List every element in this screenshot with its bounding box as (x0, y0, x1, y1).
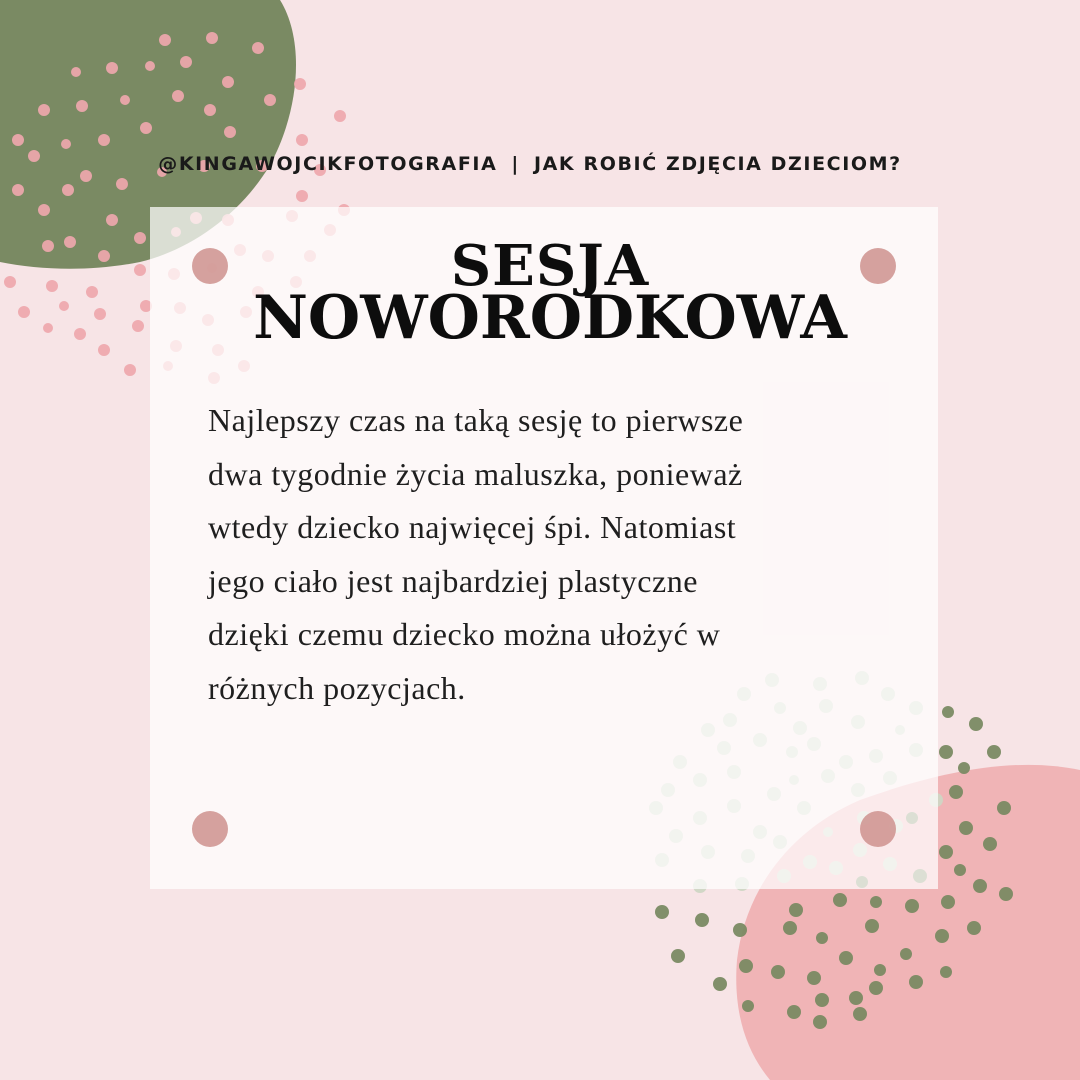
body-line: różnych pozycjach. (208, 669, 466, 706)
decorative-dot (71, 67, 81, 77)
decorative-dot (939, 745, 953, 759)
title-line-1: SESJA (450, 233, 650, 299)
decorative-dot (124, 364, 136, 376)
body-line: Najlepszy czas na taką sesję to pierwsze (208, 402, 744, 438)
decorative-dot (180, 56, 192, 68)
decorative-dot (145, 61, 155, 71)
decorative-dot (969, 717, 983, 731)
decorative-dot (771, 965, 785, 979)
body-line: dzięki czemu dziecko można ułożyć w (208, 616, 721, 652)
decorative-dot (807, 971, 821, 985)
decorative-dot (713, 977, 727, 991)
decorative-dot (959, 821, 973, 835)
decorative-dot (940, 966, 952, 978)
decorative-dot (973, 879, 987, 893)
decorative-dot (941, 895, 955, 909)
decorative-dot (204, 104, 216, 116)
decorative-dot (86, 286, 98, 298)
decorative-dot (783, 921, 797, 935)
decorative-dot (869, 981, 883, 995)
decorative-dot (905, 899, 919, 913)
decorative-dot (61, 139, 71, 149)
decorative-dot (334, 110, 346, 122)
decorative-dot (94, 308, 106, 320)
card-corner-dot-bottom-right (860, 811, 896, 847)
header-caption (0, 153, 1060, 175)
decorative-dot (64, 236, 76, 248)
decorative-dot (12, 134, 24, 146)
decorative-dot (949, 785, 963, 799)
decorative-dot (224, 126, 236, 138)
decorative-dot (787, 1005, 801, 1019)
decorative-dot (909, 975, 923, 989)
decorative-dot (865, 919, 879, 933)
decorative-dot (134, 232, 146, 244)
decorative-dot (132, 320, 144, 332)
decorative-dot (252, 42, 264, 54)
decorative-dot (264, 94, 276, 106)
decorative-dot (967, 921, 981, 935)
decorative-dot (76, 100, 88, 112)
decorative-dot (98, 344, 110, 356)
decorative-dot (106, 62, 118, 74)
decorative-dot (106, 214, 118, 226)
decorative-dot (742, 1000, 754, 1012)
decorative-dot (958, 762, 970, 774)
decorative-dot (206, 32, 218, 44)
header-separator: | (511, 153, 520, 175)
decorative-dot (874, 964, 886, 976)
decorative-dot (739, 959, 753, 973)
decorative-dot (655, 905, 669, 919)
decorative-dot (62, 184, 74, 196)
decorative-dot (939, 845, 953, 859)
decorative-dot (4, 276, 16, 288)
decorative-dot (294, 78, 306, 90)
decorative-dot (813, 1015, 827, 1029)
page-title (150, 233, 950, 353)
body-line: jego ciało jest najbardziej plastyczne (208, 562, 698, 599)
decorative-dot (172, 90, 184, 102)
decorative-dot (833, 893, 847, 907)
decorative-dot (816, 932, 828, 944)
decorative-dot (839, 951, 853, 965)
decorative-dot (98, 250, 110, 262)
decorative-dot (997, 801, 1011, 815)
decorative-dot (935, 929, 949, 943)
decorative-dot (38, 104, 50, 116)
decorative-dot (296, 190, 308, 202)
body-line: wtedy dziecko najwięcej śpi. Natomiast (208, 509, 737, 545)
decorative-dot (849, 991, 863, 1005)
decorative-dot (140, 122, 152, 134)
decorative-dot (954, 864, 966, 876)
instagram-handle: @KINGAWOJCIKFOTOGRAFIA (158, 153, 498, 175)
card-corner-dot-bottom-left (192, 811, 228, 847)
decorative-dot (134, 264, 146, 276)
decorative-dot (695, 913, 709, 927)
decorative-dot (853, 1007, 867, 1021)
body-paragraph (208, 394, 898, 715)
decorative-dot (116, 178, 128, 190)
decorative-dot (12, 184, 24, 196)
title-line-2: NOWORODKOWA (253, 283, 847, 353)
decorative-dot (43, 323, 53, 333)
decorative-dot (120, 95, 130, 105)
decorative-dot (98, 134, 110, 146)
decorative-dot (671, 949, 685, 963)
decorative-dot (983, 837, 997, 851)
decorative-dot (42, 240, 54, 252)
decorative-dot (942, 706, 954, 718)
decorative-dot (38, 204, 50, 216)
decorative-dot (870, 896, 882, 908)
decorative-dot (987, 745, 1001, 759)
decorative-dot (46, 280, 58, 292)
decorative-dot (789, 903, 803, 917)
decorative-dot (900, 948, 912, 960)
decorative-dot (815, 993, 829, 1007)
body-line: dwa tygodnie życia maluszka, ponieważ (208, 455, 743, 492)
decorative-dot (296, 134, 308, 146)
decorative-dot (999, 887, 1013, 901)
decorative-dot (159, 34, 171, 46)
decorative-dot (59, 301, 69, 311)
decorative-dot (74, 328, 86, 340)
decorative-dot (18, 306, 30, 318)
decorative-dot (222, 76, 234, 88)
header-topic: JAK ROBIĆ ZDJĘCIA DZIECIOM? (533, 153, 902, 175)
decorative-dot (733, 923, 747, 937)
